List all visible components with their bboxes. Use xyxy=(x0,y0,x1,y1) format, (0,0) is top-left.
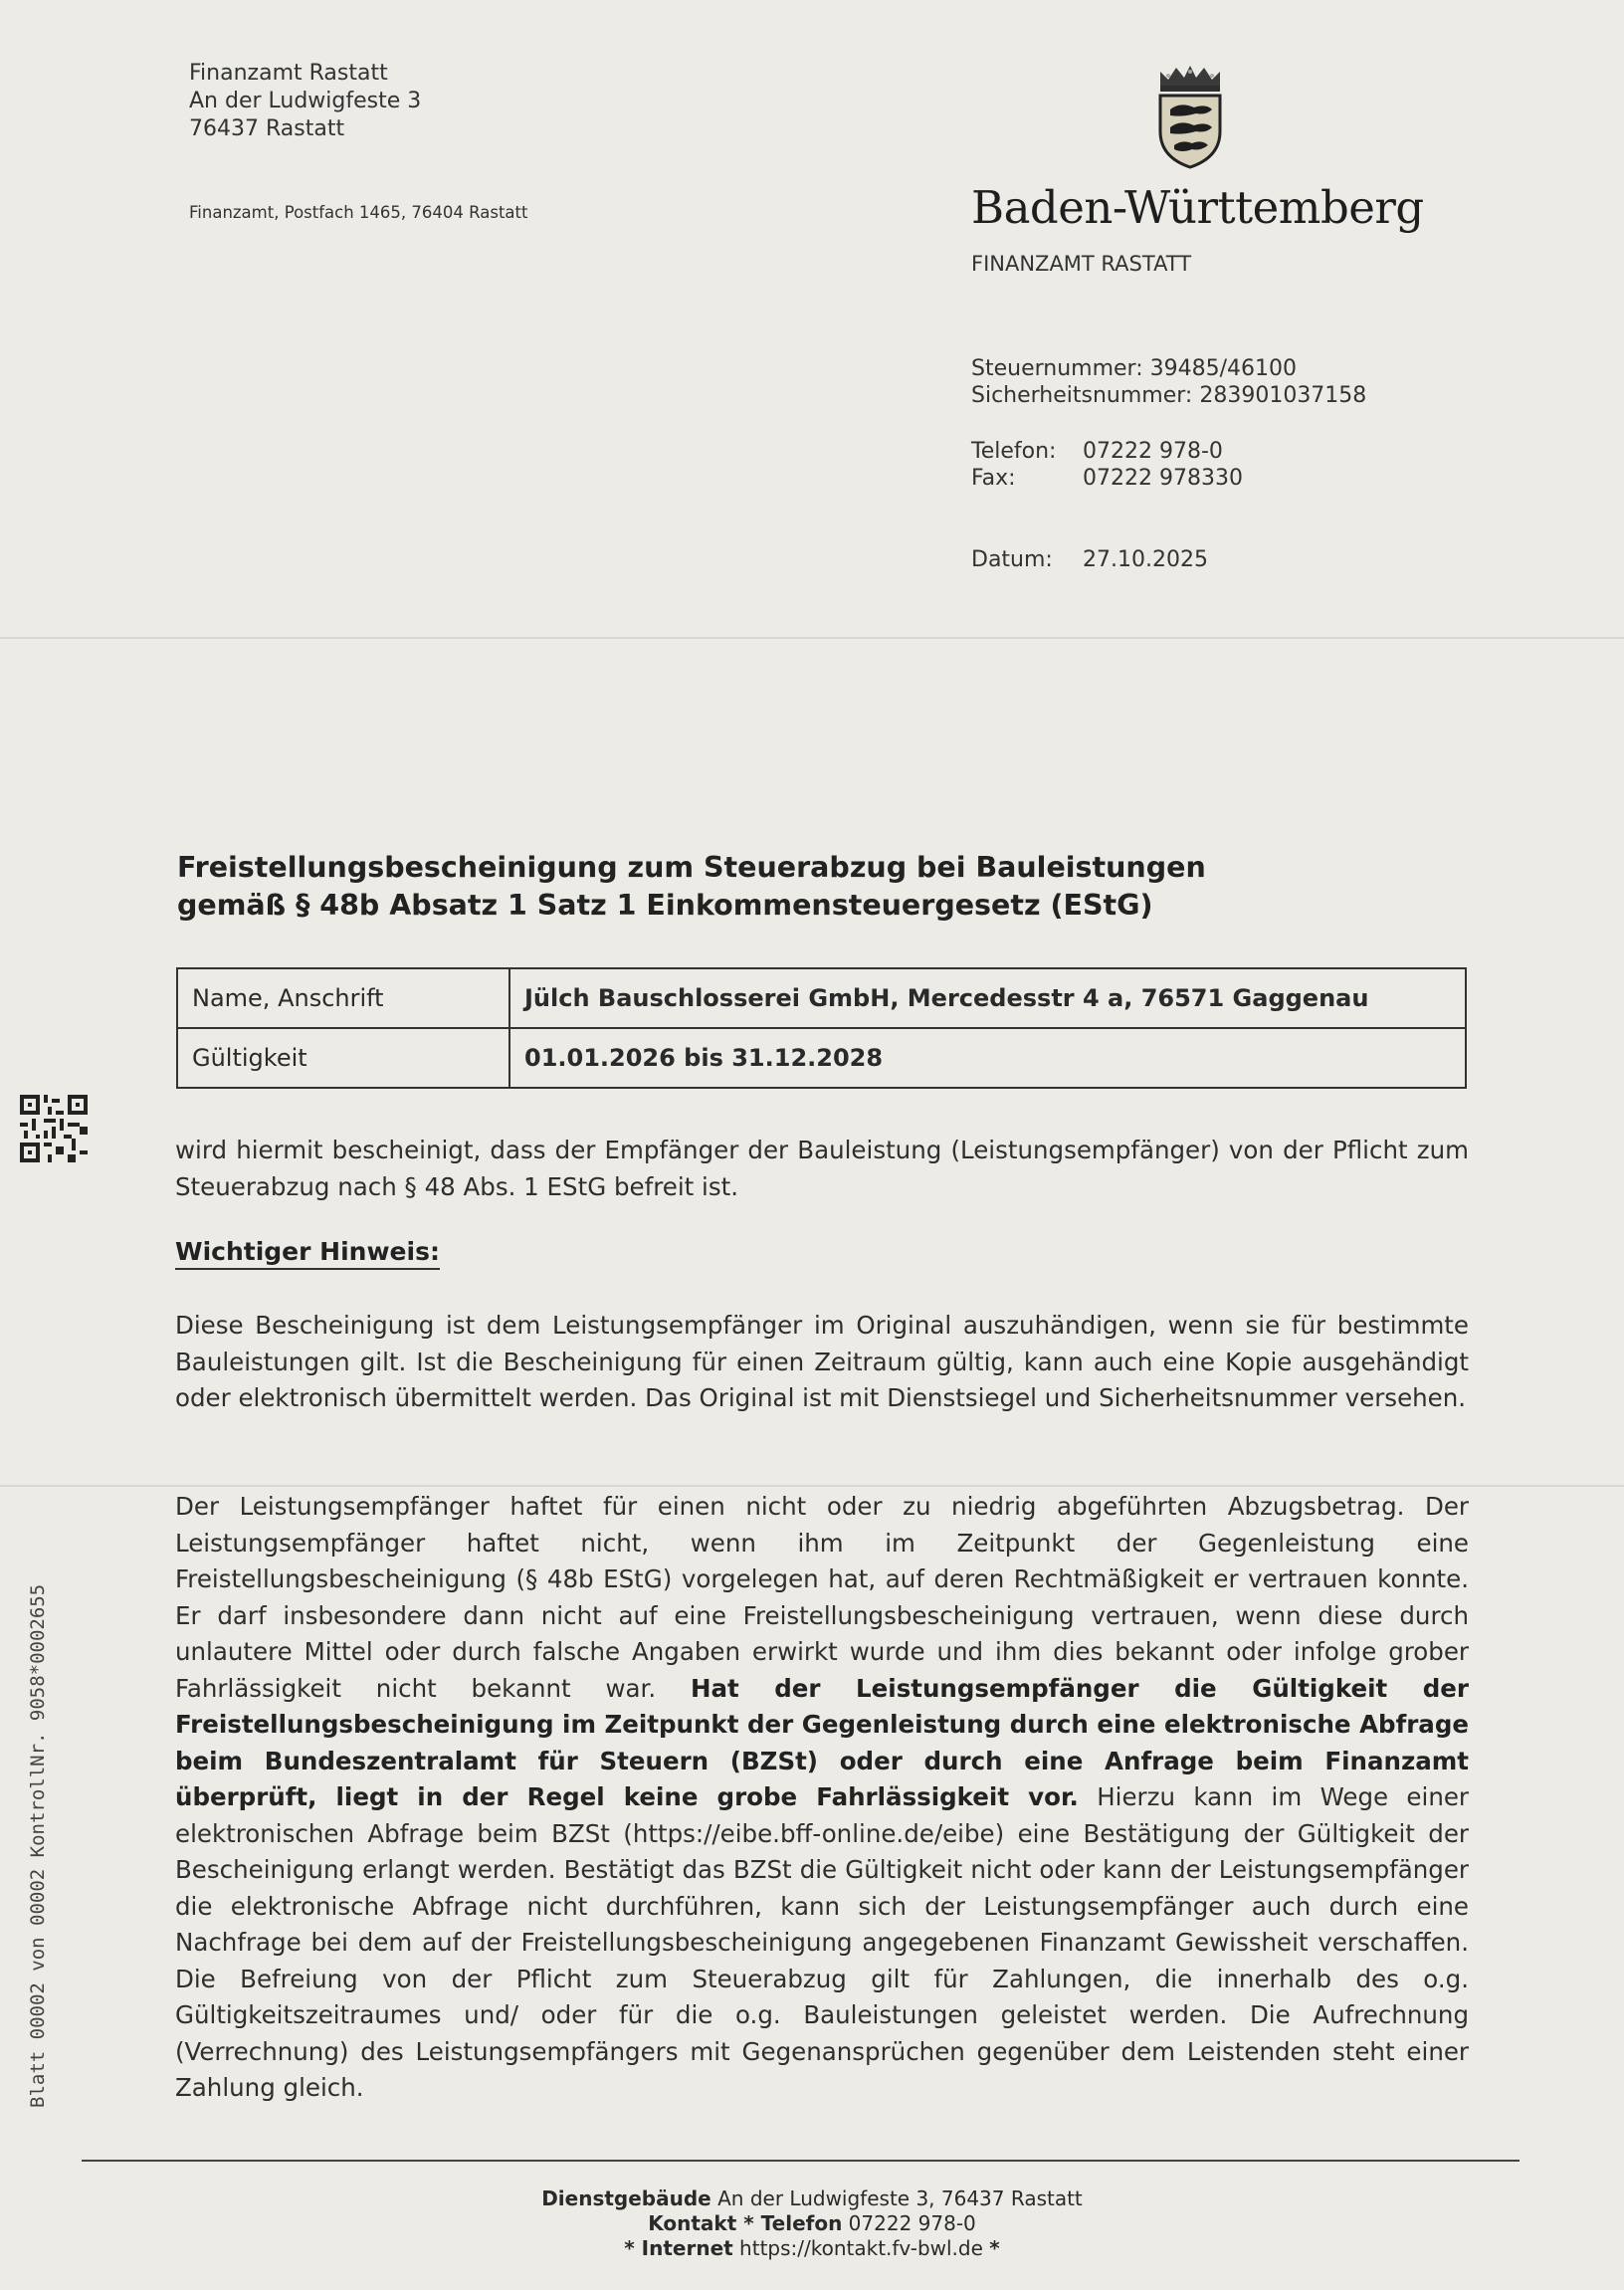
sender-address xyxy=(189,60,421,143)
sender-line: An der Ludwigfeste 3 xyxy=(189,89,422,113)
table-row xyxy=(177,1028,1466,1088)
hint-heading: Wichtiger Hinweis: xyxy=(175,1237,440,1270)
office-name: FINANZAMT RASTATT xyxy=(971,252,1192,276)
sender-line: 76437 Rastatt xyxy=(189,116,345,141)
hint-paragraph-1: Diese Bescheinigung ist dem Leistungsempfänger im Original auszuhändigen, wenn sie für bestimmte Bauleistungen gilt. Ist die Bescheinigung für einen Zeitraum gültig, kann auch eine Kopie ausgehändigt oder elektronisch übermittelt werden. Das Original ist mit Dienstsiegel und Sicherheitsnummer versehen. xyxy=(175,1311,1469,1412)
date-value: 27.10.2025 xyxy=(1083,547,1208,572)
footer-label: Kontakt * Telefon xyxy=(648,2211,843,2235)
table-row xyxy=(177,968,1466,1028)
title-line: gemäß § 48b Absatz 1 Satz 1 Einkommensteuergesetz (EStG) xyxy=(177,889,1153,922)
phone-label: Telefon: xyxy=(971,439,1057,464)
security-number: Sicherheitsnummer: 283901037158 xyxy=(971,383,1367,408)
qr-code-icon xyxy=(20,1095,88,1162)
fax-row xyxy=(971,465,1243,492)
fax-label: Fax: xyxy=(971,466,1016,491)
row-value: 01.01.2026 bis 31.12.2028 xyxy=(509,1028,1466,1088)
sender-line: Finanzamt Rastatt xyxy=(189,61,388,86)
footer-line xyxy=(0,2236,1624,2261)
footer-text: https://kontakt.fv-bwl.de xyxy=(732,2236,990,2260)
hint-paragraph-2 xyxy=(175,1489,1469,2107)
document-title xyxy=(177,849,1471,925)
paper-fold xyxy=(0,1485,1624,1487)
footer-line xyxy=(0,2211,1624,2236)
footer-divider xyxy=(82,2160,1520,2162)
hint-text-bold: Hat der Leistungsempfänger die Gültigkeit der Freistellungsbescheinigung im Zeitpunkt der Gegenleistung durch eine elektronische Abfrage beim Bundeszentralamt für Steuern (BZSt) oder durch eine Anfrage beim Finanzamt überprüft, liegt in der Regel keine grobe Fahrlässigkeit vor. xyxy=(175,1673,1469,1811)
row-label: Name, Anschrift xyxy=(177,968,509,1028)
phone-row xyxy=(971,438,1223,465)
tax-number: Steuernummer: 39485/46100 xyxy=(971,356,1297,381)
date-label: Datum: xyxy=(971,547,1053,572)
return-address: Finanzamt, Postfach 1465, 76404 Rastatt xyxy=(189,203,528,222)
row-value: Jülch Bauschlosserei GmbH, Mercedesstr 4 a, 76571 Gaggenau xyxy=(509,968,1466,1028)
title-line: Freistellungsbescheinigung zum Steuerabzug bei Bauleistungen xyxy=(177,851,1206,884)
coat-of-arms-icon xyxy=(1154,62,1226,169)
paper-fold xyxy=(0,637,1624,639)
footer-label: Dienstgebäude xyxy=(541,2186,711,2210)
footer-label: * xyxy=(989,2236,1000,2260)
fax-value: 07222 978330 xyxy=(1083,466,1243,491)
hint-text: Der Leistungsempfänger haftet für einen nicht oder zu niedrig abgeführten Abzugsbetrag. Der Leistungsempfänger haftet nicht, wenn ihm im Zeitpunkt der Gegenleistung eine Freistellungsbescheinigung (§ 48b EStG) vorgelegen hat, auf deren Rechtmäßigkeit er vertrauen konnte. Er darf insbesondere dann nicht auf eine Freistellungsbescheinigung vertrauen, wenn diese durch unlautere Mittel oder durch falsche Angaben erwirkt wurde und ihm dies bekannt oder infolge grober Fahrlässigkeit nicht bekannt war. xyxy=(175,1492,1469,1703)
footer-line xyxy=(0,2186,1624,2211)
intro-text: wird hiermit bescheinigt, dass der Empfänger der Bauleistung (Leistungsempfänger) von der Pflicht zum Steuerabzug nach § 48 Abs. 1 EStG befreit ist. xyxy=(175,1136,1469,1201)
certificate-table xyxy=(176,967,1467,1089)
footer-label: * Internet xyxy=(624,2236,733,2260)
footer-text: An der Ludwigfeste 3, 76437 Rastatt xyxy=(710,2186,1083,2210)
date-row xyxy=(971,546,1208,573)
footer-text: 07222 978-0 xyxy=(842,2211,976,2235)
state-brand: Baden-Württemberg xyxy=(971,181,1424,234)
row-label: Gültigkeit xyxy=(177,1028,509,1088)
sheet-control-number: Blatt 00002 von 00002 KontrollNr. 9058*0002655 xyxy=(27,1583,49,2108)
phone-value: 07222 978-0 xyxy=(1083,439,1223,464)
hint-text: Hierzu kann im Wege einer elektronischen Abfrage beim BZSt (https://eibe.bff-online.de/eibe) eine Bestätigung der Gültigkeit der Bescheinigung erlangt werden. Bestätigt das BZSt die Gültigkeit nicht oder kann der Leistungsempfänger die elektronische Abfrage nicht durchführen, kann sich der Leistungsempfänger auch durch eine Nachfrage bei dem auf der Freistellungsbescheinigung angegebenen Finanzamt Gewissheit verschaffen. Die Befreiung von der Pflicht zum Steuerabzug gilt für Zahlungen, die innerhalb des o.g. Gültigkeitszeitraumes und/ oder für die o.g. Bauleistungen geleistet werden. Die Aufrechnung (Verrechnung) des Leistungsempfängers mit Gegenansprüchen gegenüber dem Leistenden steht einer Zahlung gleich. xyxy=(175,1782,1469,2102)
